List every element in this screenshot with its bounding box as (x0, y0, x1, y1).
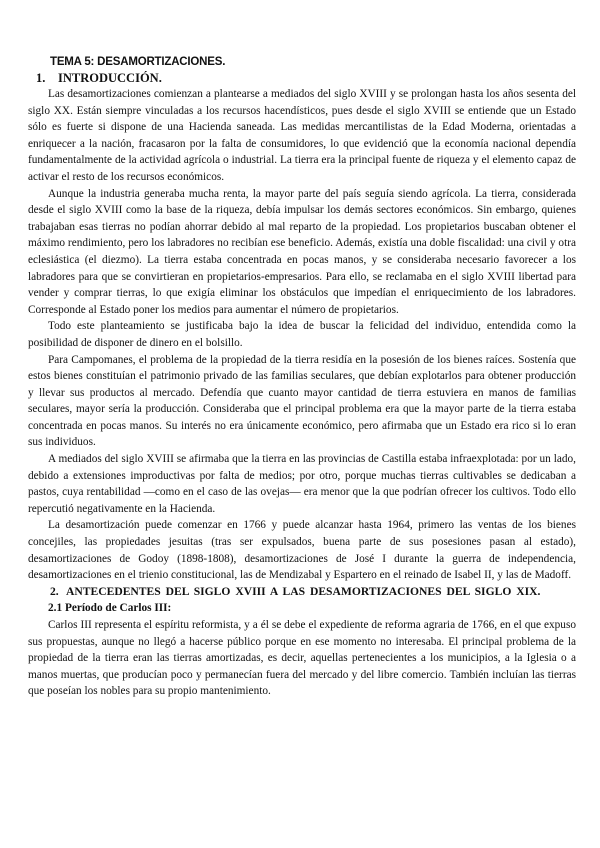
paragraph: Las desamortizaciones comienzan a plantearse a mediados del siglo XVIII y se prolongan hasta los años sesenta del siglo XX. Están siempre vinculadas a los recursos hacendísticos, pues desde el siglo XVIII se entiende que un Estado sólo es fuerte si dispone de una Hacienda saneada. Las medidas mercantilistas de la Edad Moderna, orientadas a enriquecer a la nación, fracasaron por la falta de consumidores, lo que evidenció que la economía nacional dependía fundamentalmente de la actividad agrícola o industrial. La tierra era la principal fuente de riqueza y el elemento capaz de activar el resto de los recursos económicos. (28, 88, 576, 183)
section-1-number: 1. (36, 71, 46, 85)
document-title: TEMA 5: DESAMORTIZACIONES. (50, 56, 226, 68)
paragraph: Todo este planteamiento se justificaba bajo la idea de buscar la felicidad del individuo, entendida como la posibilidad de disponer de dinero en el bolsillo. (28, 320, 576, 349)
paragraph: Para Campomanes, el problema de la propiedad de la tierra residía en la posesión de los bienes raíces. Sostenía que estos bienes constituían el patrimonio privado de las familias seculares, que debían explotarlos para obtener producción y llevar sus productos al mercado. Defendía que cuanto mayor cantidad de tierra estuviera en manos de familias seculares, mayor sería la producción. Consideraba que el principal problema era que la mayor parte de la tierra estaba concentrada en pocas manos. Su interés no era únicamente económico, pero afirmaba que un Estado era rico si lo eran sus individuos. (28, 353, 576, 449)
section-1-title: INTRODUCCIÓN. (58, 71, 162, 85)
paragraph: La desamortización puede comenzar en 1766 y puede alcanzar hasta 1964, primero las ventas de los bienes concejiles, las propiedades jesuitas (tras ser expulsados, buena parte de sus posesiones pasan al estado), desamortizaciones de Godoy (1898-1808), desamortizaciones de José I durante la guerra de independencia, desamortizaciones en el trienio constitucional, las de Mendizabal y Espartero en el reinado de Isabel II, y las de Madoff. (28, 519, 576, 582)
paragraph: A mediados del siglo XVIII se afirmaba que la tierra en las provincias de Castilla estaba infraexplotada: por un lado, debido a extensiones improductivas por falta de medios; por otro, porque muchas tierras cultivables se dedicaban a pastos, cuya rentabilidad —como en el caso de las ovejas— era menor que la que podrían ofrecer los cultivos. Todo ello repercutió negativamente en la Hacienda. (28, 453, 576, 515)
subsection-2-1-heading: 2.1 Período de Carlos III: (48, 602, 172, 615)
section-2-title: ANTECEDENTES DEL SIGLO XVIII A LAS DESAMORTIZACIONES DEL SIGLO XIX. (66, 584, 541, 598)
section-2-heading (50, 584, 576, 601)
paragraph: Aunque la industria generaba mucha renta, la mayor parte del país seguía siendo agrícola. La tierra, considerada desde el siglo XVIII como la base de la riqueza, debía impulsar los demás sectores económicos. Sin embargo, quienes trabajaban esas tierras no podían ahorrar debido al mal reparto de la propiedad. Los propietarios buscaban obtener el máximo rendimiento, pero los labradores no recibían ese beneficio. Además, existía una doble fiscalidad: una civil y otra eclesiástica (el diezmo). La tierra estaba concentrada en pocas manos, y se consideraba necesario favorecer a los labradores para que se convirtieran en propietarios-empresarios. Para ello, se reclamaba en el siglo XVIII libertad para vender y comprar tierras, lo que exigía eliminar los obstáculos que impedían el enriquecimiento de los labradores. Corresponde al Estado poner los medios para aumentar el número de propietarios. (28, 187, 576, 316)
document-page (28, 54, 576, 700)
section-2-number: 2. (50, 584, 59, 598)
section-1-heading (36, 70, 576, 86)
paragraph: Carlos III representa el espíritu reformista, y a él se debe el expediente de reforma agraria de 1766, en el que expuso sus propuestas, aunque no llegó a hacerse público porque en ese momento no interesaba. El principal problema de la propiedad de la tierra eran las tierras amortizadas, es decir, aquellas pertenecientes a los municipios, a la Iglesia o a manos muertas, que producían poco y permanecían fuera del mercado y del libre comercio. También incluían las tierras que poseían los nobles para su propio mantenimiento. (28, 618, 576, 698)
